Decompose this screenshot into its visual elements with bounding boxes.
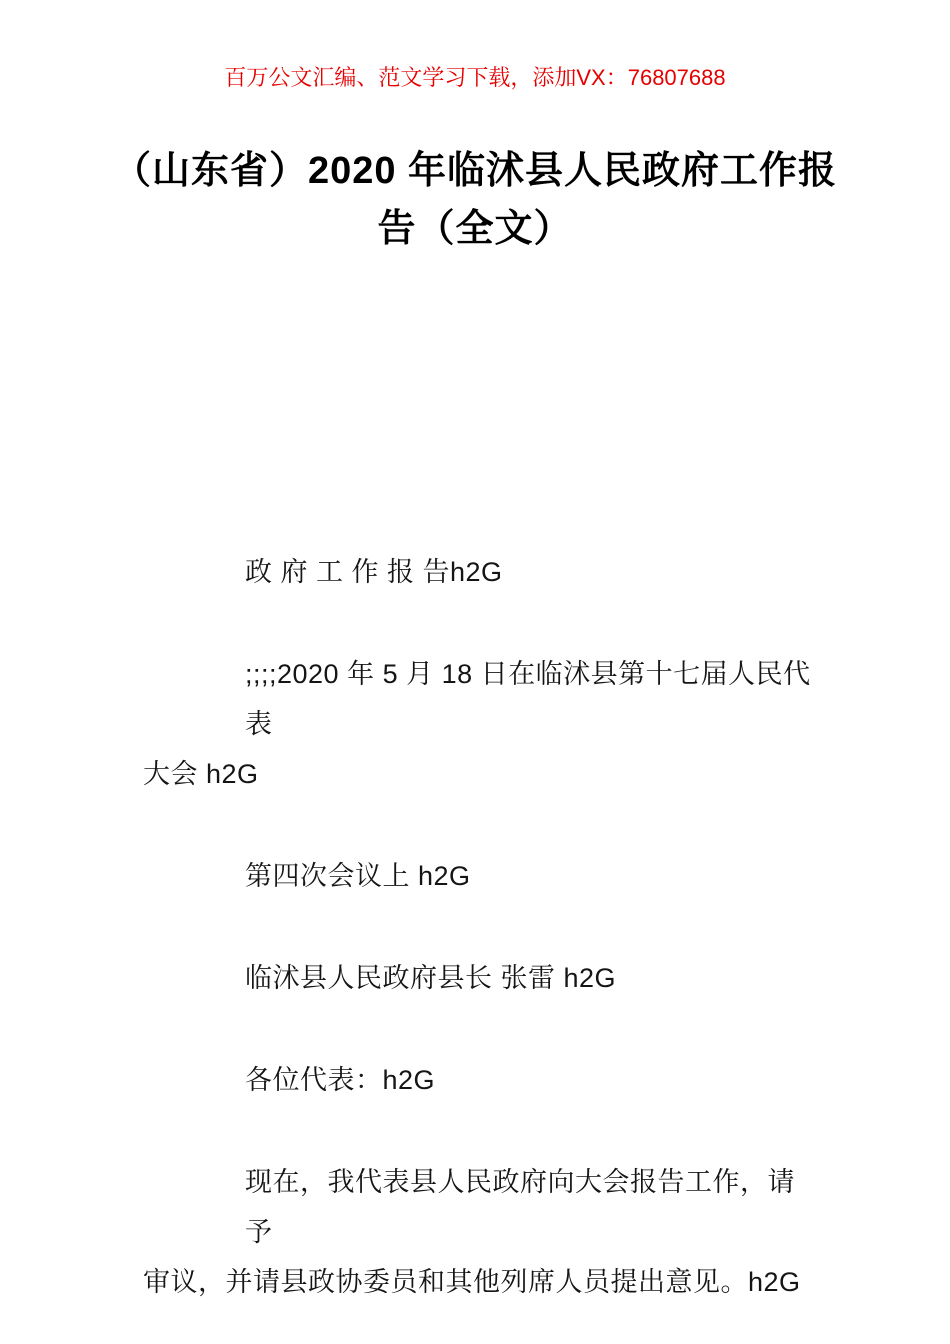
document-title-line-1: （山东省）2020 年临沭县人民政府工作报: [112, 150, 838, 192]
paragraph-text: 第四次会议上 h2G: [245, 861, 471, 891]
paragraph-text: 各位代表：h2G: [245, 1065, 436, 1095]
paragraph-speaker: [143, 953, 820, 1003]
paragraph-opening: [143, 1157, 820, 1307]
document-body: [143, 547, 820, 1307]
paragraph-text: 现在，我代表县人民政府向大会报告工作，请予: [245, 1167, 795, 1247]
paragraph-text: ;;;;2020 年 5 月 18 日在临沭县第十七届人民代表: [245, 659, 811, 739]
promo-banner: 百万公文汇编、范文学习下载，添加VX：76807688: [224, 65, 726, 90]
document-title: [85, 142, 865, 258]
paragraph-text: 临沭县人民政府县长 张雷 h2G: [245, 963, 617, 993]
paragraph-report-heading: [143, 547, 820, 597]
paragraph-text: 审议，并请县政协委员和其他列席人员提出意见。h2G: [143, 1267, 801, 1297]
document-title-line-2: 告（全文）: [377, 208, 573, 250]
paragraph-text: 政 府 工 作 报 告h2G: [245, 557, 503, 587]
paragraph-session-number: [143, 851, 820, 901]
paragraph-session-date: [143, 649, 820, 799]
paragraph-text: 大会 h2G: [143, 759, 259, 789]
paragraph-salutation: [143, 1055, 820, 1105]
